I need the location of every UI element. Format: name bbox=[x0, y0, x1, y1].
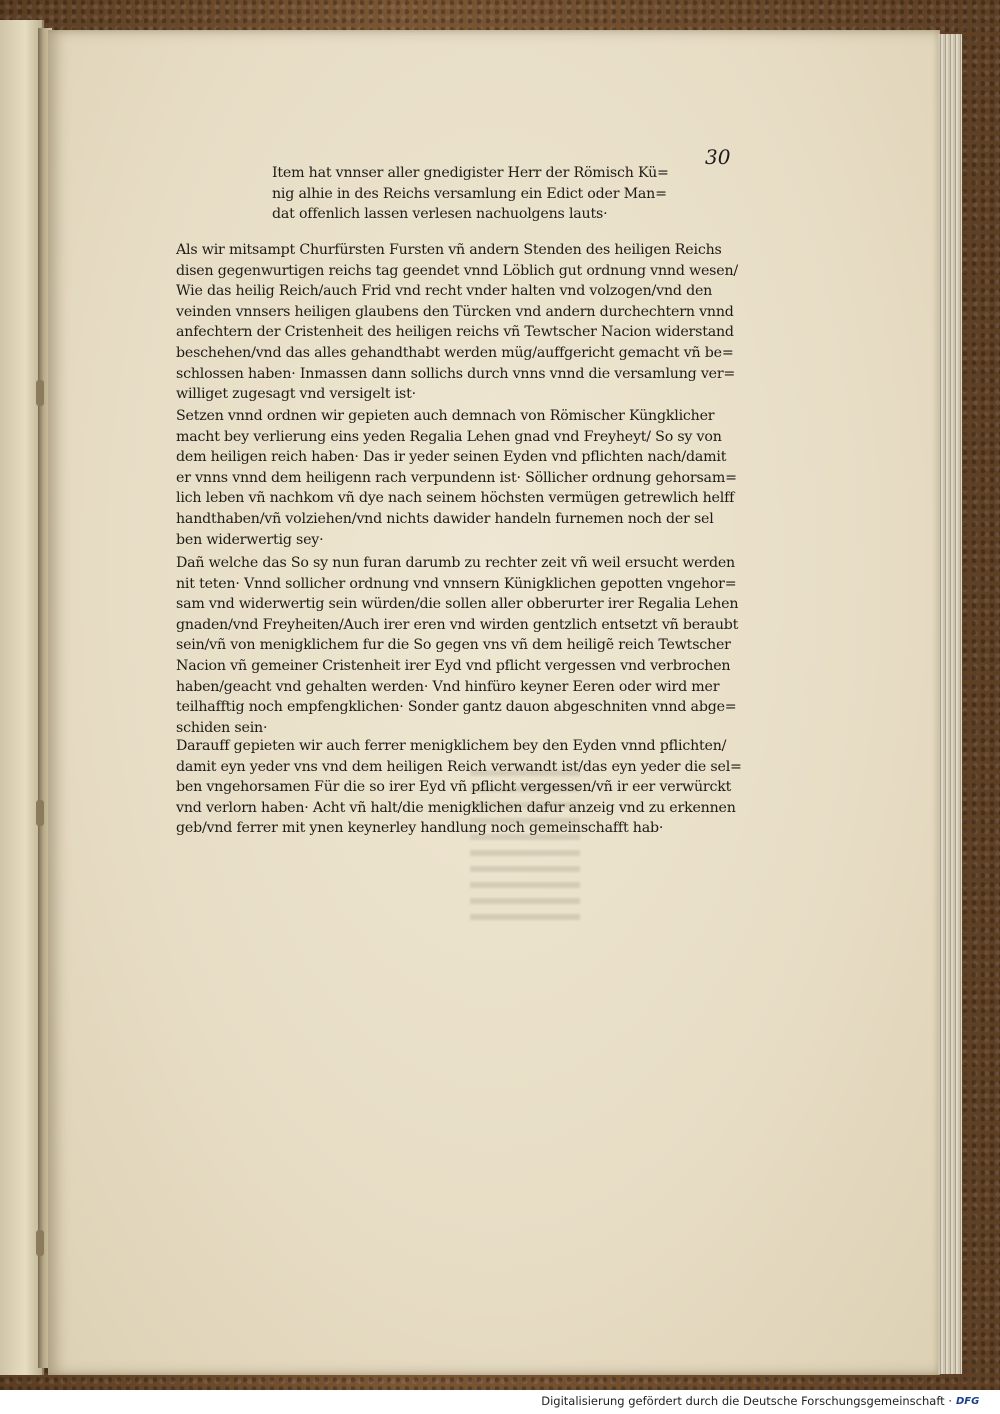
text-line: sam vnd widerwertig sein würden/die sollen aller obberurter irer Regalia Lehen bbox=[176, 596, 739, 613]
binding-stitch bbox=[36, 380, 44, 406]
text-line: gnaden/vnd Freyheiten/Auch irer eren vnd wirden gentzlich entsetzt vñ beraubt bbox=[176, 616, 739, 633]
text-line: beschehen/vnd das alles gehandthabt werden müg/auffgericht gemacht vñ be= bbox=[176, 344, 734, 361]
paragraph-1 bbox=[176, 240, 776, 405]
stacked-leaf-edges bbox=[938, 34, 962, 1374]
text-line: nig alhie in des Reichs versamlung ein Edict oder Man= bbox=[272, 185, 667, 202]
binding-stitch bbox=[36, 1230, 44, 1256]
text-line: vnd verlorn haben· Acht vñ halt/die menigklichen dafur anzeig vnd zu erkennen bbox=[176, 799, 736, 816]
text-line: veinden vnnsers heiligen glaubens den Türcken vnd andern durchechtern vnnd bbox=[176, 303, 734, 320]
dfg-logo-icon: DFG bbox=[956, 1396, 980, 1407]
text-line: teilhafftig noch empfengklichen· Sonder gantz dauon abgeschniten vnnd abge= bbox=[176, 699, 737, 716]
text-line: Dañ welche das So sy nun furan darumb zu rechter zeit vñ weil ersucht werden bbox=[176, 555, 735, 571]
text-line: schlossen haben· Inmassen dann sollichs durch vnns vnnd die versamlung ver= bbox=[176, 365, 736, 382]
text-line: sein/vñ von menigklichem fur die So gegen vns vñ dem heiligẽ reich Tewtscher bbox=[176, 637, 731, 654]
text-line: nit teten· Vnnd sollicher ordnung vnd vnnsern Künigklichen gepotten vngehor= bbox=[176, 575, 737, 592]
text-line: williget zugesagt vnd versigelt ist· bbox=[176, 386, 416, 403]
text-line: Wie das heilig Reich/auch Frid vnd recht vnder halten vnd volzogen/vnd den bbox=[176, 283, 713, 300]
text-line: anfechtern der Cristenheit des heiligen reichs vñ Tewtscher Nacion widerstand bbox=[176, 324, 734, 341]
folio-number: 30 bbox=[705, 145, 731, 169]
binding-stitch bbox=[36, 800, 44, 826]
text-line: damit eyn yeder vns vnd dem heiligen Reich verwandt ist/das eyn yeder die sel= bbox=[176, 758, 742, 775]
text-line: geb/vnd ferrer mit ynen keynerley handlung noch gemeinschafft hab· bbox=[176, 820, 664, 837]
footer-bar bbox=[0, 1390, 1000, 1414]
text-line: ben vngehorsamen Für die so irer Eyd vñ pflicht vergessen/vñ ir eer verwürckt bbox=[176, 779, 732, 796]
text-line: ben widerwertig sey· bbox=[176, 531, 324, 548]
text-line: macht bey verlierung eins yeden Regalia Lehen gnad vnd Freyheyt/ So sy von bbox=[176, 428, 722, 445]
paragraph-3 bbox=[176, 553, 776, 738]
paragraph-2 bbox=[176, 406, 776, 550]
text-line: dem heiligen reich haben· Das ir yeder seinen Eyden vnd pflichten nach/damit bbox=[176, 449, 727, 466]
edict-heading bbox=[272, 163, 692, 225]
text-line: schiden sein· bbox=[176, 719, 268, 736]
text-line: haben/geacht vnd gehalten werden· Vnd hinfüro keyner Eeren oder wird mer bbox=[176, 678, 720, 695]
text-line: Darauff gepieten wir auch ferrer menigklichem bey den Eyden vnnd pflichten/ bbox=[176, 738, 727, 754]
text-line: lich leben vñ nachkom vñ dye nach seinem höchsten vermügen getrewlich helff bbox=[176, 490, 735, 507]
text-line: Item hat vnnser aller gnedigister Herr der Römisch Kü= bbox=[272, 165, 669, 181]
text-line: er vnns vnnd dem heiligenn rach verpundenn ist· Söllicher ordnung gehorsam= bbox=[176, 469, 737, 486]
text-line: disen gegenwurtigen reichs tag geendet vnnd Löblich gut ordnung vnnd wesen/ bbox=[176, 262, 738, 279]
text-line: Setzen vnnd ordnen wir gepieten auch demnach von Römischer Küngklicher bbox=[176, 408, 715, 424]
text-line: dat offenlich lassen verlesen nachuolgens lauts· bbox=[272, 206, 608, 223]
funding-credit: Digitalisierung gefördert durch die Deutsche Forschungsgemeinschaft · bbox=[541, 1394, 952, 1408]
text-line: handthaben/vñ volziehen/vnd nichts dawider handeln furnemen noch der sel bbox=[176, 510, 714, 527]
text-line: Als wir mitsampt Churfürsten Fursten vñ andern Stenden des heiligen Reichs bbox=[176, 242, 722, 258]
text-line: Nacion vñ gemeiner Cristenheit irer Eyd vnd pflicht vergessen vnd verbrochen bbox=[176, 657, 731, 674]
paragraph-4 bbox=[176, 736, 776, 839]
